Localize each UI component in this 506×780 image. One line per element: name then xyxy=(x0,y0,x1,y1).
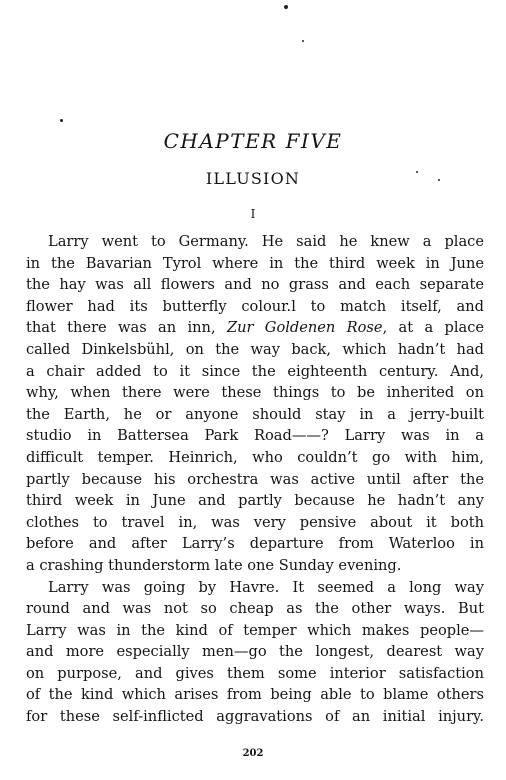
text-line: on purpose, and gives them some interior satisfaction xyxy=(26,664,484,682)
text-line: the Earth, he or anyone should stay in a jerry-built xyxy=(26,405,484,423)
ink-speck xyxy=(302,40,304,42)
text-line: Larry was going by Havre. It seemed a long way xyxy=(48,578,484,596)
text-line: Larry went to Germany. He said he knew a place xyxy=(48,233,484,250)
text-line: difficult temper. Heinrich, who couldn’t go with him, xyxy=(26,448,484,466)
text-line: why, when there were these things to be inherited on xyxy=(26,384,484,402)
text-line: partly because his orchestra was active until after the xyxy=(26,470,484,488)
inn-name: Zur Goldenen Rose xyxy=(226,319,383,337)
text-line: before and after Larry’s departure from Waterloo in xyxy=(26,535,484,553)
text-line: a crashing thunderstorm late one Sunday evening. xyxy=(26,556,402,574)
text-line: clothes to travel in, was very pensive about it both xyxy=(26,513,484,531)
text-line: a chair added to it since the eighteenth century. And, xyxy=(26,362,484,380)
text-fragment: that there was an inn, xyxy=(26,319,227,337)
text-line: and more especially men—go the longest, dearest way xyxy=(26,643,484,661)
text-line: for these self-inflicted aggravations of an initial injury. xyxy=(26,708,484,726)
chapter-heading: CHAPTER FIVE xyxy=(163,129,343,153)
text-line: third week in June and partly because he hadn’t any xyxy=(26,492,484,510)
chapter-title: ILLUSION xyxy=(205,169,301,188)
section-number: I xyxy=(250,207,256,221)
ink-speck xyxy=(284,5,288,9)
body-text xyxy=(26,231,484,728)
text-line: flower had its butterfly colour.l to match itself, and xyxy=(26,297,484,315)
text-line: called Dinkelsbühl, on the way back, which hadn’t had xyxy=(26,340,484,358)
text-line: studio in Battersea Park Road——? Larry was in a xyxy=(26,427,484,445)
text-fragment: , at a place xyxy=(382,319,485,337)
text-line: in the Bavarian Tyrol where in the third week in June xyxy=(26,254,484,272)
text-line: of the kind which arises from being able to blame others xyxy=(26,686,484,704)
text-line: the hay was all flowers and no grass and each separate xyxy=(26,276,484,294)
text-line: round and was not so cheap as the other ways. But xyxy=(26,600,484,618)
text-line xyxy=(26,317,484,339)
page-number: 202 xyxy=(242,748,264,759)
text-line: Larry was in the kind of temper which makes people— xyxy=(26,621,484,639)
ink-speck xyxy=(60,119,63,122)
